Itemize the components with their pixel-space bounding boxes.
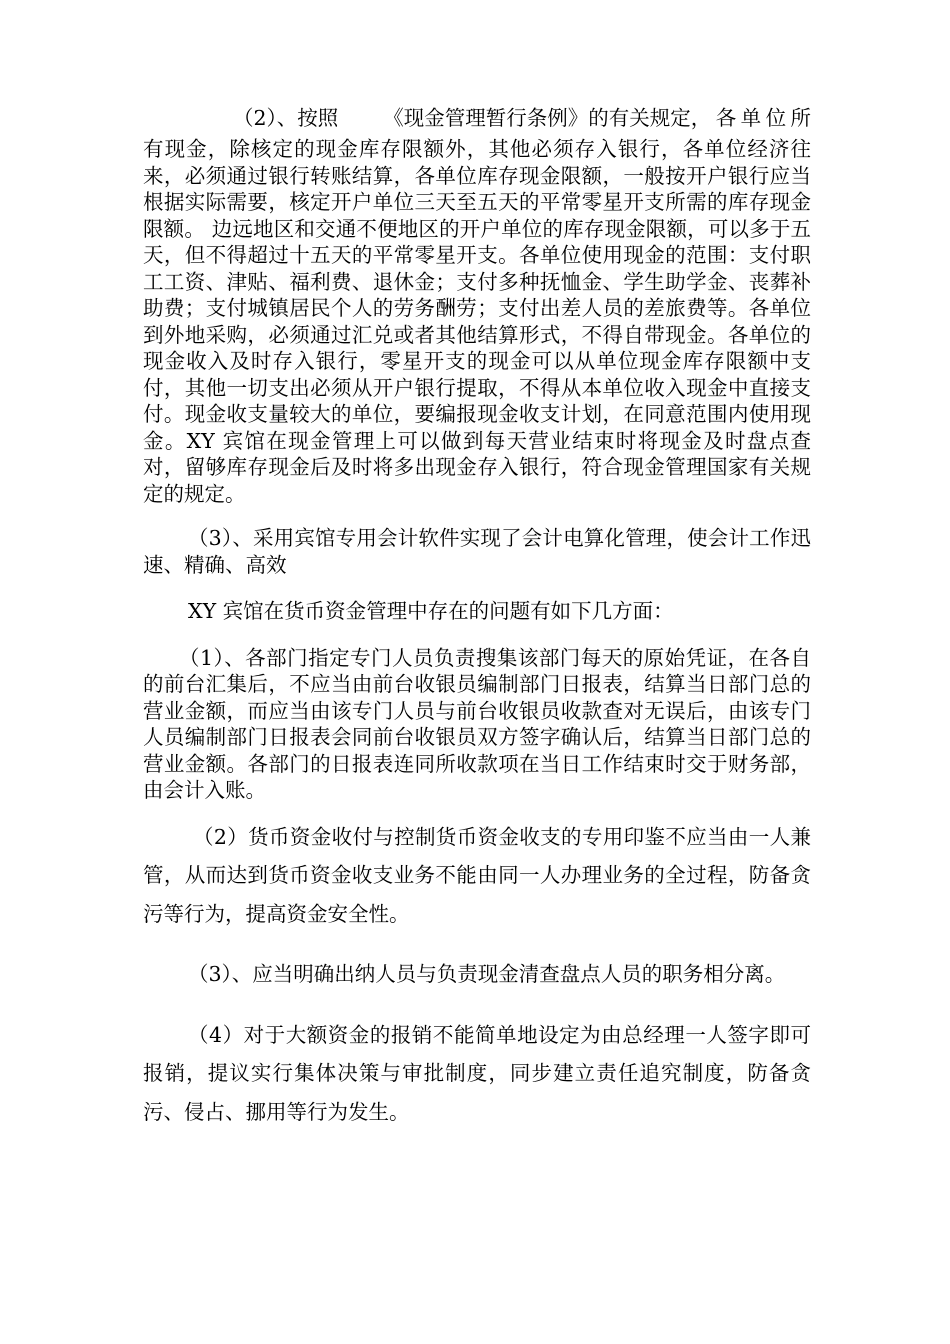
paragraph-body: 各单位所有现金，除核定的现金库存限额外，其他必须存入银行，各单位经济往来，必须通过银行转账结算，各单位库存现金限额，一般按开户银行应当根据实际需要，核定开户单位三天至五天的平常零星开支所需的库存现金限额。 边远地区和交通不便地区的开户单位的库存现金限额，可以多于五天，但不得超过十五天的平常零星开支。各单位使用现金的范围：支付职工工资、津贴、福利费、退休金；支付多种抚恤金、学生助学金、丧葬补助费；支付城镇居民个人的劳务酬劳；支付出差人员的差旅费等。各单位到外地采购，必须通过汇兑或者其他结算形式，不得自带现金。各单位的现金收入及时存入银行，零星开支的现金可以从单位现金库存限额中支付，其他一切支出必须从开户银行提取，不得从本单位收入现金中直接支付。现金收支量较大的单位，要编报现金收支计划，在同意范围内使用现金。XY 宾馆在现金管理上可以做到每天营业结束时将现金及时盘点查对，留够库存现金后及时将多出现金存入银行，符合现金管理国家有关规定的规定。	[143, 106, 811, 506]
paragraph-problem-1: （1）、各部门指定专门人员负责搜集该部门每天的原始凭证，在各自的前台汇集后，不应当由前台收银员编制部门日报表，结算当日部门总的营业金额，而应当由该专门人员与前台收银员收款查对无误后，由该专门人员编制部门日报表会同前台收银员双方签字确认后，结算当日部门总的营业金额。各部门的日报表连同所收款项在当日工作结束时交于财务部，由会计入账。	[143, 645, 811, 802]
document-body	[143, 100, 811, 1131]
paragraph-problems-intro: XY 宾馆在货币资金管理中存在的问题有如下几方面：	[188, 599, 674, 623]
paragraph-cash-regulations	[143, 100, 811, 507]
paragraph-lead: （2）、按照	[233, 106, 339, 130]
regulation-title-bold: 《现金管理暂行条例》的有关规定，	[383, 106, 712, 130]
paragraph-accounting-software: （3）、采用宾馆专用会计软件实现了会计电算化管理，使会计工作迅速、精确、高效	[143, 526, 811, 577]
paragraph-problem-2: （2）货币资金收付与控制货币资金收支的专用印鉴不应当由一人兼管，从而达到货币资金收支业务不能由同一人办理业务的全过程，防备贪污等行为，提高资金安全性。	[143, 824, 811, 926]
paragraph-problem-3: （3）、应当明确出纳人员与负责现金清查盘点人员的职务相分离。	[188, 962, 786, 986]
paragraph-problem-4: （4）对于大额资金的报销不能简单地设定为由总经理一人签字即可报销，提议实行集体决策与审批制度，同步建立责任追究制度，防备贪污、侵占、挪用等行为发生。	[143, 1022, 811, 1124]
